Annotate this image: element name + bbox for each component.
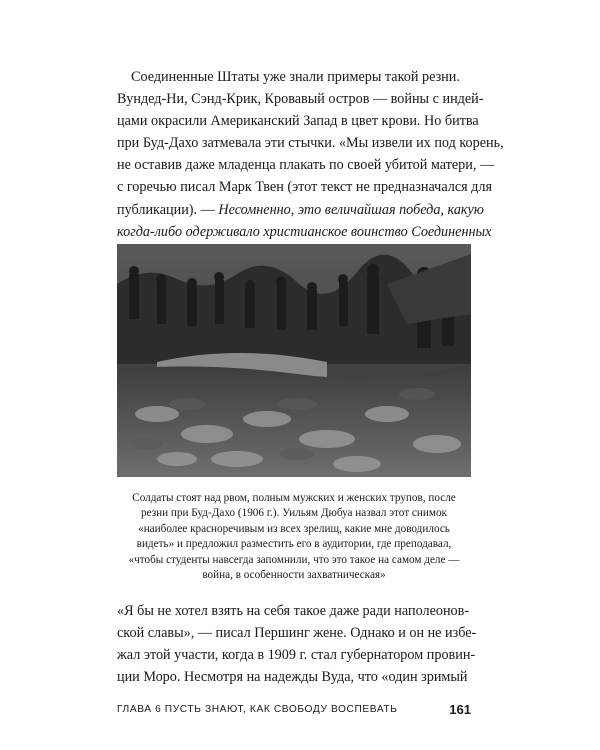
photo-caption xyxy=(117,491,471,583)
page-footer xyxy=(117,702,471,720)
text-line: Вундед-Ни, Сэнд-Крик, Кровавый остров — войны с индей- xyxy=(117,91,484,108)
text-line: при Буд-Дахо затмевала эти стычки. «Мы извели их под корень, xyxy=(117,135,504,152)
text-line: Соединенные Штаты уже знали примеры такой резни. xyxy=(131,69,460,85)
text-line: цами окрасили Американский Запад в цвет крови. Но битва xyxy=(117,113,479,130)
text-line: не оставив даже младенца плакать по своей убитой матери, — xyxy=(117,157,495,174)
caption-line: война, в особенности захватническая» xyxy=(202,569,386,582)
text-line: «Я бы не хотел взять на себя такое даже ради наполеонов- xyxy=(117,603,470,619)
quote-italic: Несомненно, это величайшая победа, какую xyxy=(218,201,484,218)
quote-italic: когда-либо одерживало христианское воинство Соединенных xyxy=(117,223,492,240)
text-plain: публикации). — xyxy=(117,201,219,218)
photograph-illustration xyxy=(117,244,471,477)
page-number: 161 xyxy=(449,702,471,717)
text-line xyxy=(117,199,484,221)
text-line: жал этой участи, когда в 1909 г. стал губернатором провин- xyxy=(117,647,476,664)
caption-line: резни при Буд-Дахо (1906 г.). Уильям Дюбуа назвал этот снимок xyxy=(141,507,447,520)
paragraph-body-top xyxy=(117,66,504,265)
text-line xyxy=(117,221,492,243)
running-head: ГЛАВА 6 ПУСТЬ ЗНАЮТ, КАК СВОБОДУ ВОСПЕВАТЬ xyxy=(117,704,398,715)
text-line: ской славы», — писал Першинг жене. Однако и он не избе- xyxy=(117,625,477,642)
text-line: ции Моро. Несмотря на надежды Вуда, что «один зримый xyxy=(117,669,468,686)
text-line: с горечью писал Марк Твен (этот текст не предназначался для xyxy=(117,179,493,196)
caption-line: видеть» и предложил разместить его в аудитории, где преподавал, xyxy=(136,538,452,551)
historical-photograph xyxy=(117,244,471,477)
caption-line: Солдаты стоят над рвом, полным мужских и женских трупов, после xyxy=(132,492,456,504)
caption-line: «наиболее красноречивым из всех зрелищ, какие мне доводилось xyxy=(138,522,450,535)
caption-line: «чтобы студенты навсегда запомнили, что это такое на самом деле — xyxy=(128,553,460,566)
paragraph-body-bottom xyxy=(117,600,477,688)
